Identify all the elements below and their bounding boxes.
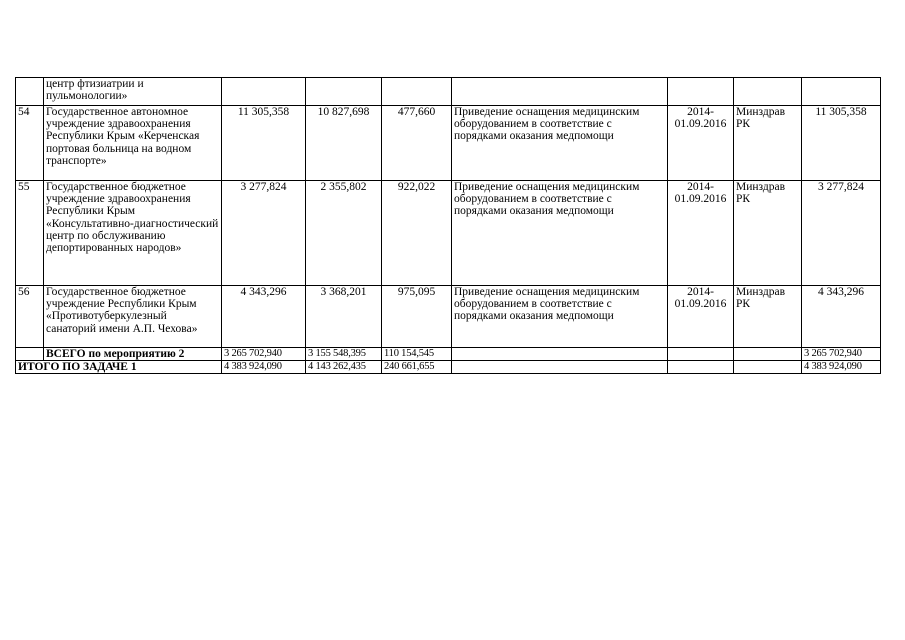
period: 2014-01.09.2016: [668, 181, 734, 286]
purpose: Приведение оснащения медицинским оборудованием в соответствие с порядками оказания медпомощи: [452, 181, 668, 286]
purpose: Приведение оснащения медицинским оборудованием в соответствие с порядками оказания медпомощи: [452, 286, 668, 348]
grand-total-row: [16, 361, 881, 374]
budget-table: [15, 77, 881, 374]
subtotal-label: ВСЕГО по мероприятию 2: [44, 348, 222, 361]
sum-amount: 4 343,296: [802, 286, 881, 348]
table-row: [16, 181, 881, 286]
period: 2014-01.09.2016: [668, 286, 734, 348]
subtotal-b: 110 154,545: [382, 348, 452, 361]
total-amount: [222, 78, 306, 106]
empty-cell: [734, 361, 802, 374]
empty-cell: [452, 361, 668, 374]
purpose: [452, 78, 668, 106]
amount-a: [306, 78, 382, 106]
total-amount: 3 277,824: [222, 181, 306, 286]
subtotal-a: 3 155 548,395: [306, 348, 382, 361]
amount-b: 975,095: [382, 286, 452, 348]
empty-cell: [452, 348, 668, 361]
period: [668, 78, 734, 106]
grand-total-sum: 4 383 924,090: [802, 361, 881, 374]
empty-cell: [16, 348, 44, 361]
grand-total-label: ИТОГО ПО ЗАДАЧЕ 1: [16, 361, 222, 374]
table-row: [16, 78, 881, 106]
amount-a: 10 827,698: [306, 106, 382, 181]
sum-amount: [802, 78, 881, 106]
amount-a: 3 368,201: [306, 286, 382, 348]
row-number: 55: [16, 181, 44, 286]
table-row: [16, 106, 881, 181]
amount-b: 477,660: [382, 106, 452, 181]
row-number: 56: [16, 286, 44, 348]
grand-total-total: 4 383 924,090: [222, 361, 306, 374]
empty-cell: [668, 348, 734, 361]
organization-name: центр фтизиатрии и пульмонологии»: [44, 78, 222, 106]
purpose: Приведение оснащения медицинским оборудованием в соответствие с порядками оказания медпомощи: [452, 106, 668, 181]
row-number: [16, 78, 44, 106]
executor: [734, 78, 802, 106]
total-amount: 4 343,296: [222, 286, 306, 348]
amount-a: 2 355,802: [306, 181, 382, 286]
subtotal-row: [16, 348, 881, 361]
sum-amount: 11 305,358: [802, 106, 881, 181]
total-amount: 11 305,358: [222, 106, 306, 181]
executor: Минздрав РК: [734, 106, 802, 181]
amount-b: [382, 78, 452, 106]
sum-amount: 3 277,824: [802, 181, 881, 286]
subtotal-sum: 3 265 702,940: [802, 348, 881, 361]
organization-name: Государственное бюджетное учреждение здравоохранения Республики Крым «Консультативно-диагностический центр по обслуживанию депортированных народов»: [44, 181, 222, 286]
organization-name: Государственное автономное учреждение здравоохранения Республики Крым «Керченская портовая больница на водном транспорте»: [44, 106, 222, 181]
executor: Минздрав РК: [734, 181, 802, 286]
row-number: 54: [16, 106, 44, 181]
grand-total-b: 240 661,655: [382, 361, 452, 374]
amount-b: 922,022: [382, 181, 452, 286]
organization-name: Государственное бюджетное учреждение Республики Крым «Противотуберкулезный санаторий имени А.П. Чехова»: [44, 286, 222, 348]
table-row: [16, 286, 881, 348]
empty-cell: [734, 348, 802, 361]
period: 2014-01.09.2016: [668, 106, 734, 181]
executor: Минздрав РК: [734, 286, 802, 348]
empty-cell: [668, 361, 734, 374]
subtotal-total: 3 265 702,940: [222, 348, 306, 361]
grand-total-a: 4 143 262,435: [306, 361, 382, 374]
